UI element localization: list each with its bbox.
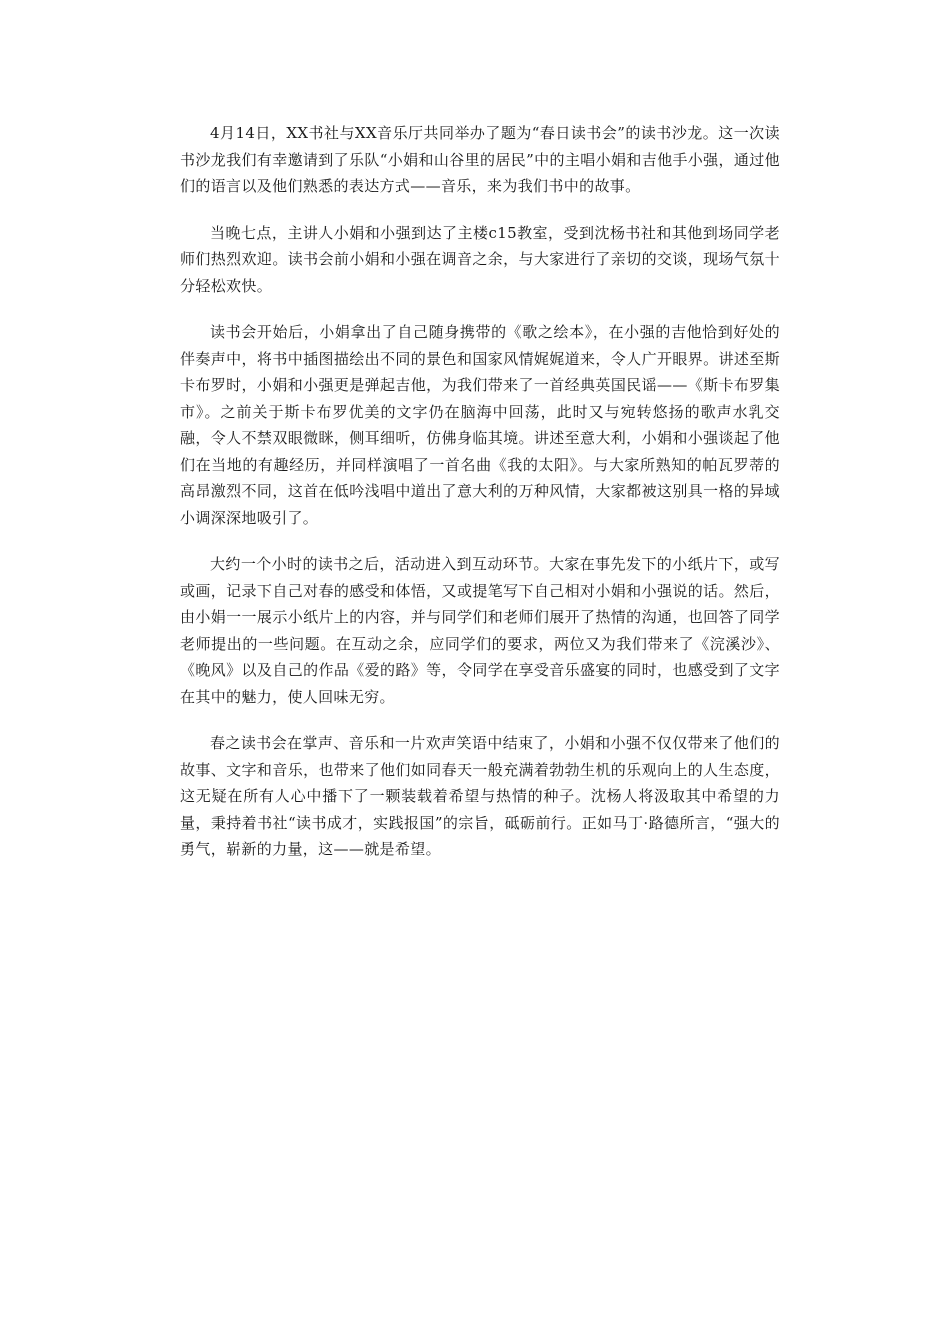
paragraph-4: 大约一个小时的读书之后，活动进入到互动环节。大家在事先发下的小纸片下，或写或画，记录下自己对春的感受和体悟，又或提笔写下自己相对小娟和小强说的话。然后，由小娟一一展示小纸片上的内容，并与同学们和老师们展开了热情的沟通，也回答了同学老师提出的一些问题。在互动之余，应同学们的要求，两位又为我们带来了《浣溪沙》、《晚风》以及自己的作品《爱的路》等，令同学在享受音乐盛宴的同时，也感受到了文字在其中的魅力，使人回味无穷。 [180,555,780,706]
paragraph-3: 读书会开始后，小娟拿出了自己随身携带的《歌之绘本》，在小强的吉他恰到好处的伴奏声中，将书中插图描绘出不同的景色和国家风情娓娓道来，令人广开眼界。讲述至斯卡布罗时，小娟和小强更是弹起吉他，为我们带来了一首经典英国民谣——《斯卡布罗集市》。之前关于斯卡布罗优美的文字仍在脑海中回荡，此时又与宛转悠扬的歌声水乳交融，令人不禁双眼微眯，侧耳细听，仿佛身临其境。讲述至意大利，小娟和小强谈起了他们在当地的有趣经历，并同样演唱了一首名曲《我的太阳》。与大家所熟知的帕瓦罗蒂的高昂激烈不同，这首在低吟浅唱中道出了意大利的万种风情，大家都被这别具一格的异域小调深深地吸引了。 [180,323,780,527]
paragraph-1: 4月14日，XX书社与XX音乐厅共同举办了题为“春日读书会”的读书沙龙。这一次读书沙龙我们有幸邀请到了乐队“小娟和山谷里的居民”中的主唱小娟和吉他手小强，通过他们的语言以及他们熟悉的表达方式——音乐，来为我们书中的故事。 [180,124,780,195]
paragraph-5: 春之读书会在掌声、音乐和一片欢声笑语中结束了，小娟和小强不仅仅带来了他们的故事、文字和音乐，也带来了他们如同春天一般充满着勃勃生机的乐观向上的人生态度，这无疑在所有人心中播下了一颗装载着希望与热情的种子。沈杨人将汲取其中希望的力量，秉持着书社“读书成才，实践报国”的宗旨，砥砺前行。正如马丁·路德所言，“强大的勇气，崭新的力量，这——就是希望。 [180,734,780,858]
paragraph-2: 当晚七点，主讲人小娟和小强到达了主楼c15教室，受到沈杨书社和其他到场同学老师们热烈欢迎。读书会前小娟和小强在调音之余，与大家进行了亲切的交谈，现场气氛十分轻松欢快。 [180,223,780,295]
document-body [180,120,780,883]
